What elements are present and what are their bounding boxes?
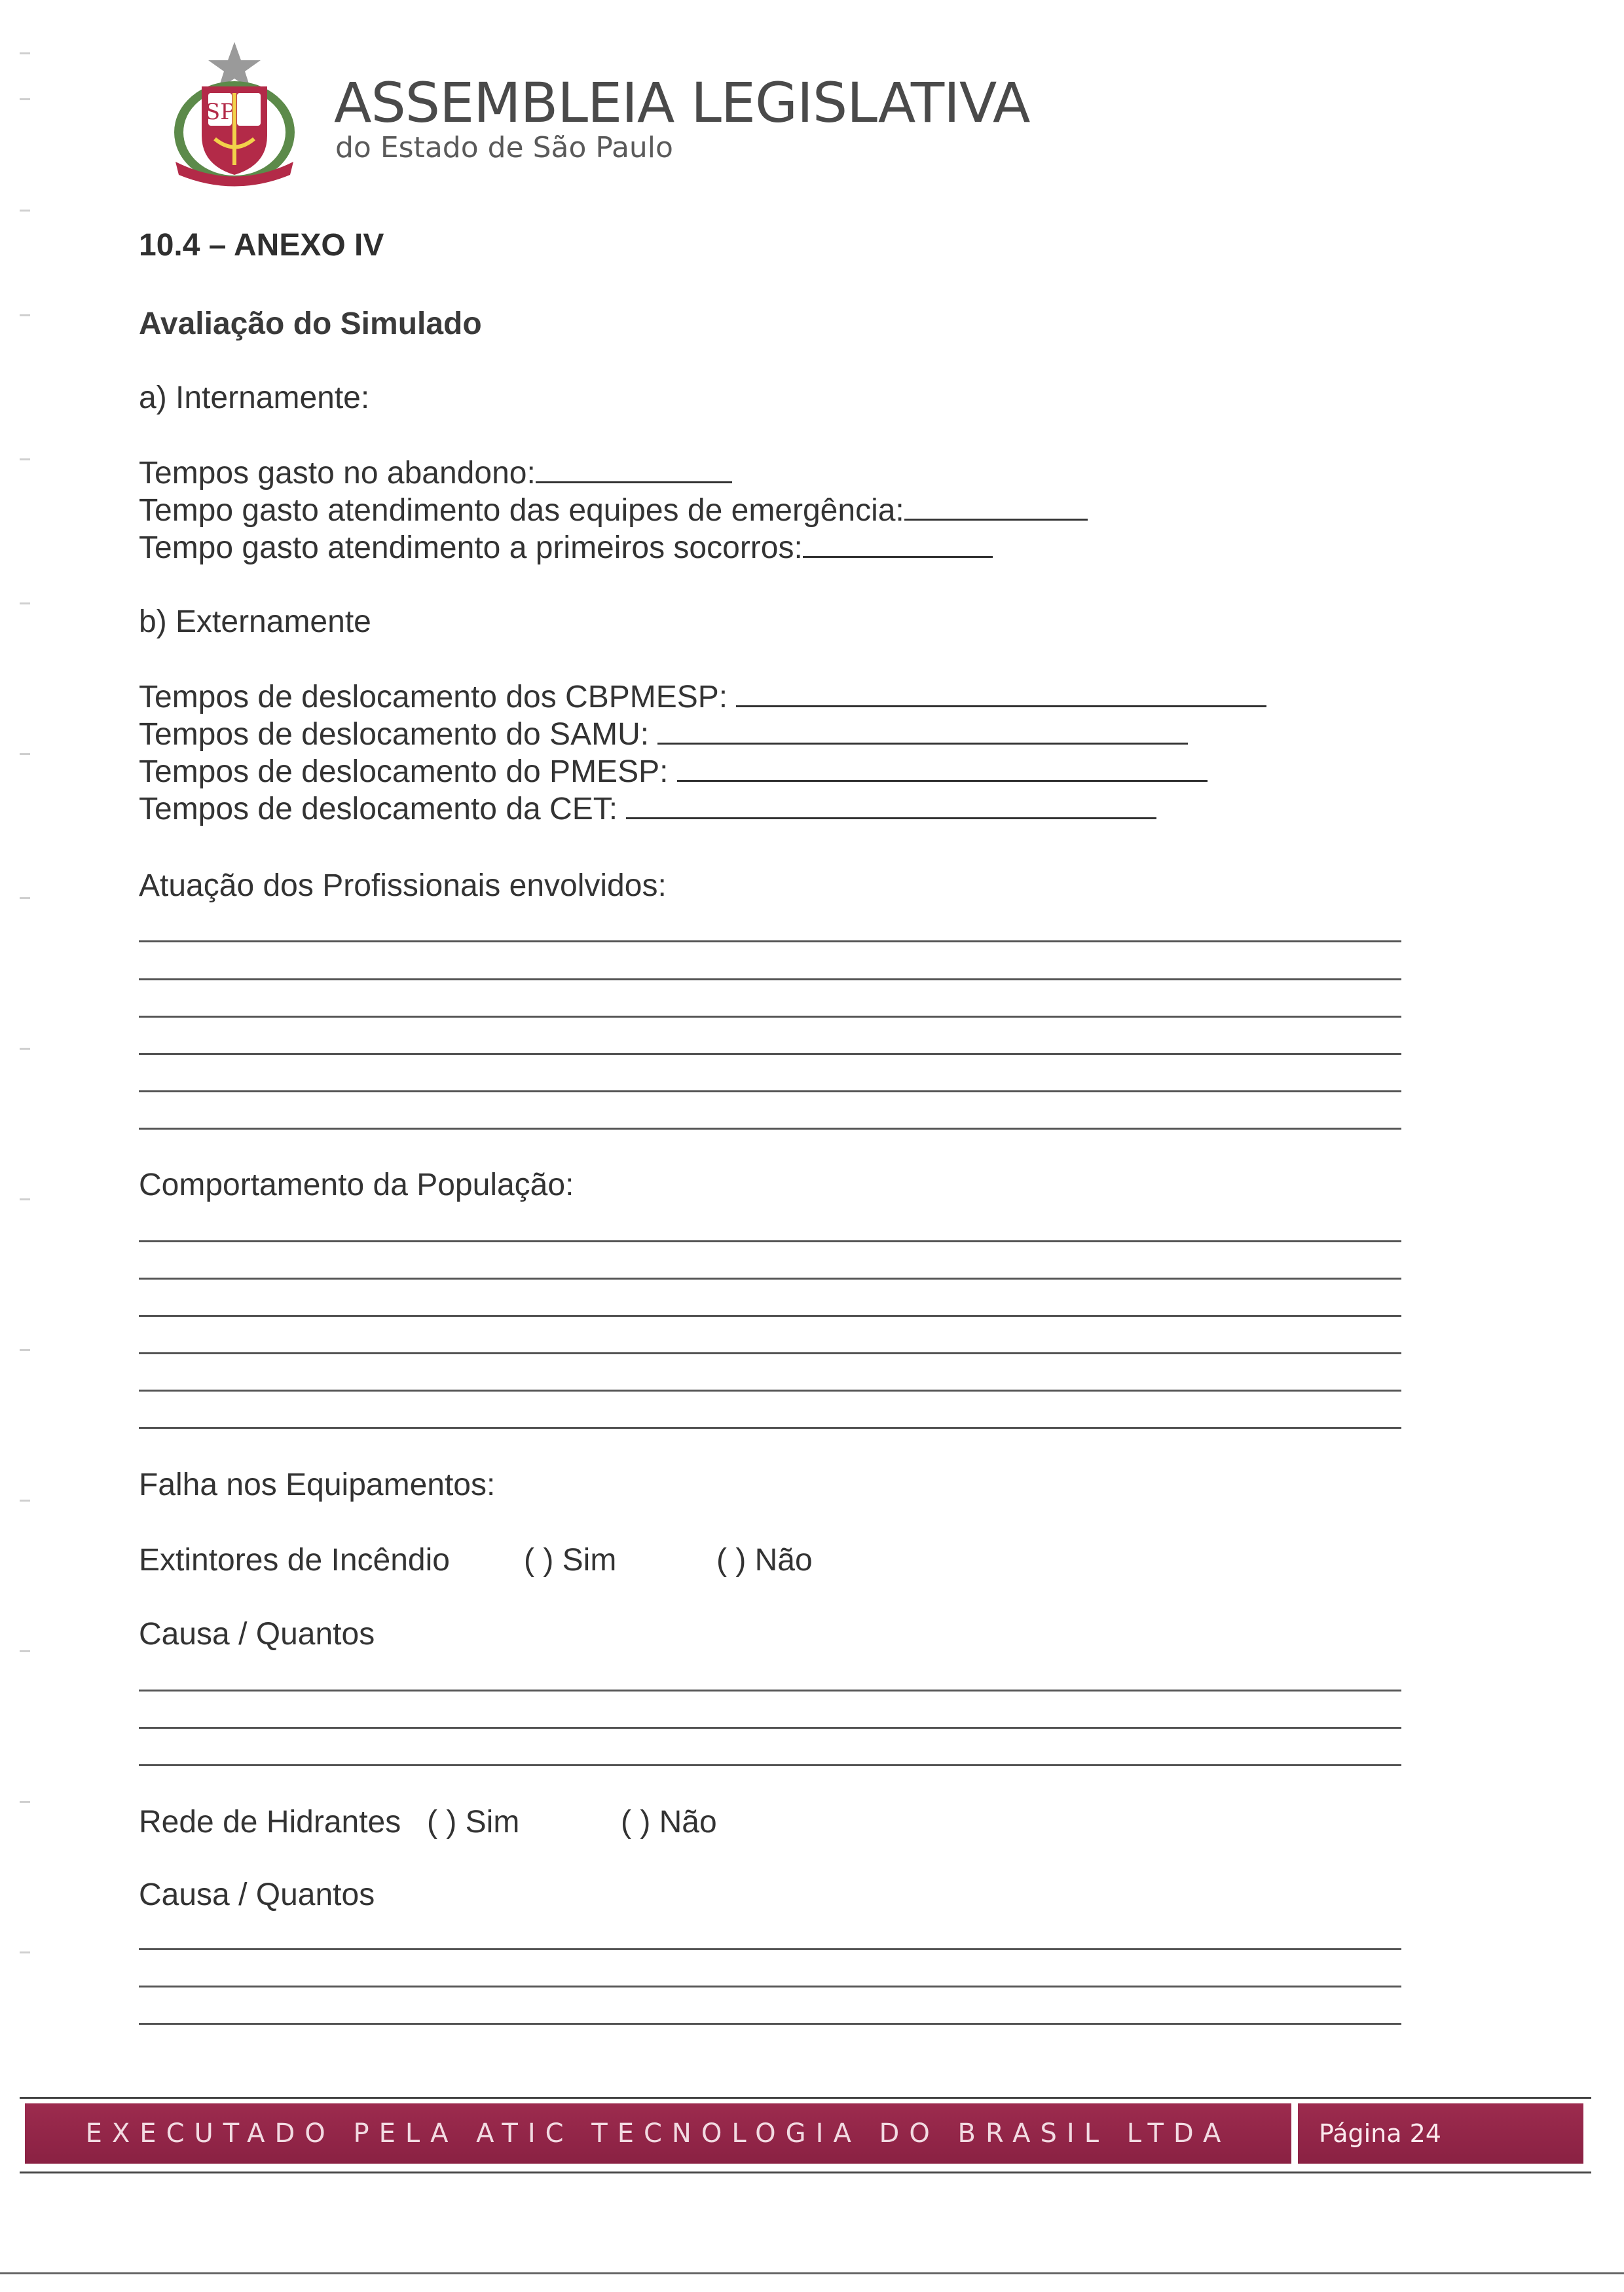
answer-blank[interactable] bbox=[677, 755, 1208, 782]
footer-band bbox=[25, 2103, 1291, 2164]
hydrants-label-text: Rede de Hidrantes bbox=[139, 1805, 401, 1839]
internal-item-label: Tempos gasto no abandono: bbox=[139, 456, 536, 490]
assembly-title: ASSEMBLEIA LEGISLATIVA bbox=[334, 71, 1030, 135]
answer-blank[interactable] bbox=[736, 680, 1266, 707]
extinguishers-yes-option[interactable]: ( ) Sim bbox=[524, 1543, 617, 1578]
answer-line[interactable] bbox=[139, 1090, 1401, 1092]
binding-tick bbox=[20, 458, 30, 460]
internal-label: a) Internamente: bbox=[139, 380, 370, 415]
hydrants-no-option[interactable]: ( ) Não bbox=[621, 1805, 717, 1839]
binding-tick bbox=[20, 1650, 30, 1652]
answer-blank[interactable] bbox=[904, 494, 1088, 521]
binding-tick bbox=[20, 1349, 30, 1351]
answer-line[interactable] bbox=[139, 1128, 1401, 1130]
binding-tick bbox=[20, 1500, 30, 1502]
section-heading: 10.4 – ANEXO IV bbox=[139, 228, 384, 263]
internal-item-row bbox=[139, 492, 1088, 528]
answer-line[interactable] bbox=[139, 1352, 1401, 1354]
equipment-label: Falha nos Equipamentos: bbox=[139, 1468, 496, 1502]
answer-blank[interactable] bbox=[803, 531, 993, 558]
footer-top-line bbox=[20, 2097, 1591, 2099]
hydrants-cause-label: Causa / Quantos bbox=[139, 1877, 375, 1912]
external-label: b) Externamente bbox=[139, 604, 371, 639]
answer-blank[interactable] bbox=[626, 792, 1156, 819]
internal-item-row bbox=[139, 530, 993, 566]
answer-line[interactable] bbox=[139, 1764, 1401, 1766]
answer-line[interactable] bbox=[139, 940, 1401, 942]
population-label: Comportamento da População: bbox=[139, 1168, 574, 1202]
answer-line[interactable] bbox=[139, 1240, 1401, 1242]
external-item-row bbox=[139, 716, 1188, 752]
internal-item-label: Tempo gasto atendimento das equipes de emergência: bbox=[139, 493, 904, 528]
hydrants-yes-option[interactable]: ( ) Sim bbox=[427, 1805, 520, 1839]
external-item-label: Tempos de deslocamento da CET: bbox=[139, 792, 618, 826]
extinguishers-cause-label: Causa / Quantos bbox=[139, 1617, 375, 1652]
binding-tick bbox=[20, 98, 30, 100]
answer-blank[interactable] bbox=[536, 456, 732, 483]
binding-tick bbox=[20, 1801, 30, 1803]
answer-line[interactable] bbox=[139, 1278, 1401, 1280]
binding-tick bbox=[20, 314, 30, 316]
external-item-label: Tempos de deslocamento do PMESP: bbox=[139, 754, 669, 789]
answer-line[interactable] bbox=[139, 1727, 1401, 1729]
assembly-seal-icon bbox=[169, 41, 300, 191]
binding-tick bbox=[20, 897, 30, 899]
answer-blank[interactable] bbox=[657, 718, 1188, 745]
svg-text:SP: SP bbox=[204, 99, 236, 125]
external-item-label: Tempos de deslocamento do SAMU: bbox=[139, 717, 650, 752]
binding-tick bbox=[20, 1951, 30, 1953]
answer-line[interactable] bbox=[139, 1390, 1401, 1392]
internal-item-row bbox=[139, 455, 732, 491]
page-edge-line bbox=[0, 2272, 1624, 2274]
answer-line[interactable] bbox=[139, 1427, 1401, 1429]
footer-text: EXECUTADO PELA ATIC TECNOLOGIA DO BRASIL LTDA bbox=[85, 2118, 1231, 2149]
hydrants-label bbox=[139, 1804, 401, 1840]
external-item-row bbox=[139, 754, 1208, 790]
binding-tick bbox=[20, 1048, 30, 1050]
external-item-row bbox=[139, 679, 1266, 715]
section-subtitle: Avaliação do Simulado bbox=[139, 306, 482, 341]
page-number: Página 24 bbox=[1298, 2103, 1583, 2164]
internal-item-label: Tempo gasto atendimento a primeiros socorros: bbox=[139, 530, 803, 565]
answer-line[interactable] bbox=[139, 1948, 1401, 1950]
binding-tick bbox=[20, 52, 30, 54]
answer-line[interactable] bbox=[139, 2023, 1401, 2025]
answer-line[interactable] bbox=[139, 1016, 1401, 1018]
answer-line[interactable] bbox=[139, 1986, 1401, 1987]
professionals-label: Atuação dos Profissionais envolvidos: bbox=[139, 868, 667, 903]
external-item-label: Tempos de deslocamento dos CBPMESP: bbox=[139, 680, 728, 714]
answer-line[interactable] bbox=[139, 1053, 1401, 1055]
binding-tick bbox=[20, 602, 30, 604]
answer-line[interactable] bbox=[139, 1690, 1401, 1691]
binding-tick bbox=[20, 1198, 30, 1200]
footer-bottom-line bbox=[20, 2172, 1591, 2173]
extinguishers-label: Extintores de Incêndio bbox=[139, 1543, 450, 1578]
binding-tick bbox=[20, 753, 30, 755]
answer-line[interactable] bbox=[139, 1315, 1401, 1317]
external-item-row bbox=[139, 791, 1156, 827]
answer-line[interactable] bbox=[139, 978, 1401, 980]
assembly-subtitle: do Estado de São Paulo bbox=[335, 131, 673, 164]
extinguishers-no-option[interactable]: ( ) Não bbox=[716, 1543, 813, 1578]
binding-tick bbox=[20, 210, 30, 212]
